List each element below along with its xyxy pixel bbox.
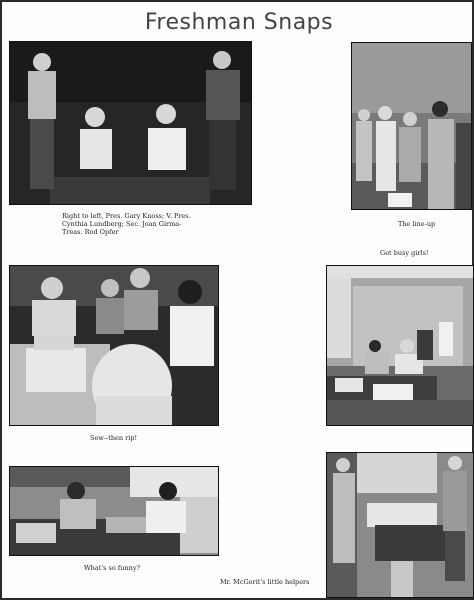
lineup-photo [351,42,472,210]
officers-photo [9,41,252,205]
officers-caption [62,212,242,236]
page-title: Freshman Snaps [144,10,334,35]
officers-caption-line-3: Treas. Rod Opfer [62,228,119,236]
funny-photo [9,466,219,556]
helpers-photo [326,452,474,598]
funny-caption: What's so funny? [84,564,140,572]
sewing-photo [9,265,219,426]
lineup-caption: The line-up [398,220,436,228]
officers-caption-line-1: Right to left, Pres. Gary Knoss; V. Pres. [62,212,191,220]
busy-caption: Get busy girls! [380,249,429,257]
sew-caption: Sew--then rip! [90,434,138,442]
workroom-photo [326,265,474,426]
helpers-caption: Mr. McGorit's little helpers [220,578,310,586]
officers-caption-line-2: Cynthia Lundberg; Sec. Joan Girma- [62,220,182,228]
